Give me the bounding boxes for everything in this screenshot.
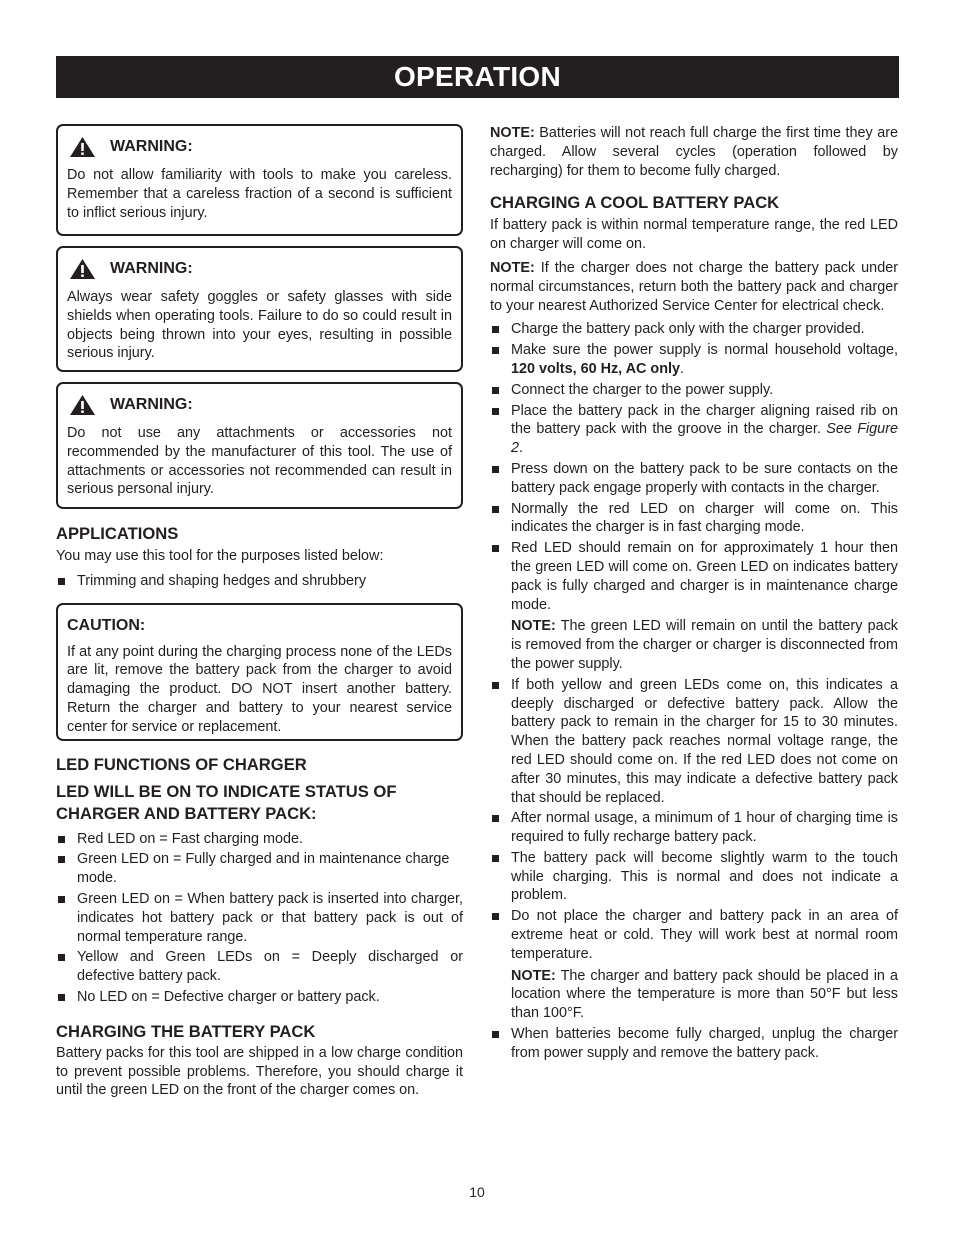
note-label: NOTE:: [490, 259, 535, 276]
page-number: 10: [469, 1184, 485, 1200]
bullet-square-icon: [492, 913, 499, 920]
cool-battery-note: NOTE: If the charger does not charge the battery pack under normal circumstances, return both the battery pack and charger to your nearest Authorized Service Center for electrical check.: [490, 259, 898, 314]
right-column: [490, 124, 898, 1063]
bullet-square-icon: [58, 578, 65, 585]
bullet-square-icon: [492, 545, 499, 552]
applications-heading: APPLICATIONS: [56, 524, 179, 543]
led-functions-list: [56, 830, 463, 1007]
note-label: NOTE:: [511, 967, 556, 984]
caution-text: If at any point during the charging process none of the LEDs are lit, remove the battery pack from the charger to avoid damaging the product. DO NOT insert another battery. Return the charger and battery to your nearest service center for service or replacement.: [67, 643, 452, 735]
bullet-square-icon: [58, 856, 65, 863]
warning-header: [67, 256, 452, 282]
led-note: NOTE: The green LED will remain on until the battery pack is removed from the charger or charger is disconnected from the power supply.: [511, 618, 898, 672]
bullet-square-icon: [492, 466, 499, 473]
bullet-square-icon: [58, 994, 65, 1001]
bullet-square-icon: [58, 836, 65, 843]
list-item: Charge the battery pack only with the charger provided.: [490, 320, 898, 339]
list-item: Red LED should remain on for approximately 1 hour then the green LED will come on. Green LED on indicates battery pack is fully charged and charger is in maintenance charge mode. NOTE: The green LED will remain on until the battery pack is removed from the charger or charger is disconnected from the power supply.: [490, 539, 898, 674]
bullet-square-icon: [58, 896, 65, 903]
warning-box-2: [56, 246, 463, 372]
led-functions-heading: LED FUNCTIONS OF CHARGER: [56, 754, 307, 774]
list-item: Press down on the battery pack to be sure contacts on the battery pack engage properly with contacts in the charger.: [490, 460, 898, 498]
caution-box: [56, 603, 463, 741]
list-item: Yellow and Green LEDs on = Deeply discharged or defective battery pack.: [56, 948, 463, 986]
applications-intro: You may use this tool for the purposes listed below:: [56, 548, 384, 564]
bullet-square-icon: [492, 855, 499, 862]
bullet-square-icon: [492, 815, 499, 822]
warning-box-3: [56, 382, 463, 509]
bullet-square-icon: [492, 1031, 499, 1038]
list-item: The battery pack will become slightly warm to the touch while charging. This is normal and does not indicate a problem.: [490, 849, 898, 905]
warning-header: [67, 392, 452, 418]
warning-text: Do not use any attachments or accessories not recommended by the manufacturer of this tool. The use of attachments or accessories not recommended can result in serious personal injury.: [67, 425, 452, 498]
list-item: No LED on = Defective charger or battery pack.: [56, 988, 463, 1007]
bullet-square-icon: [492, 682, 499, 689]
note-full-charge: NOTE: Batteries will not reach full charge the first time they are charged. Allow several cycles (operation followed by recharging) for them to become fully charged.: [490, 125, 898, 179]
warning-triangle-icon: [69, 136, 96, 158]
warning-label: WARNING:: [110, 260, 193, 277]
bullet-square-icon: [492, 347, 499, 354]
warning-label: WARNING:: [110, 396, 193, 413]
bullet-square-icon: [492, 326, 499, 333]
list-item: Connect the charger to the power supply.: [490, 381, 898, 400]
warning-header: [67, 134, 452, 160]
warning-label: WARNING:: [110, 138, 193, 155]
warning-triangle-icon: [69, 394, 96, 416]
list-item: After normal usage, a minimum of 1 hour of charging time is required to fully recharge battery pack.: [490, 809, 898, 847]
charging-steps-list: [490, 320, 898, 1062]
charging-heading: CHARGING THE BATTERY PACK: [56, 1021, 316, 1041]
bullet-square-icon: [58, 954, 65, 961]
list-item: Trimming and shaping hedges and shrubbery: [56, 572, 463, 591]
left-column: [56, 124, 463, 1100]
temperature-note: NOTE: The charger and battery pack should be placed in a location where the temperature is more than 50°F but less than 100°F.: [511, 967, 898, 1022]
warning-text: Always wear safety goggles or safety glasses with side shields when operating tools. Failure to do so could result in objects being thrown into your eyes, resulting in possible serious injury.: [67, 289, 452, 362]
list-item: When batteries become fully charged, unplug the charger from power supply and remove the battery pack.: [490, 1025, 898, 1063]
applications-list: [56, 572, 463, 591]
warning-triangle-icon: [69, 258, 96, 280]
list-item: Green LED on = Fully charged and in maintenance charge mode.: [56, 850, 463, 888]
warning-box-1: [56, 124, 463, 236]
bullet-square-icon: [492, 506, 499, 513]
note-label: NOTE:: [511, 618, 556, 635]
note-label: NOTE:: [490, 125, 535, 141]
bullet-square-icon: [492, 408, 499, 415]
caution-header: [67, 613, 452, 639]
page-title: OPERATION: [393, 61, 562, 92]
warning-text: Do not allow familiarity with tools to make you careless. Remember that a careless fraction of a second is sufficient to inflict serious injury.: [67, 167, 452, 221]
list-item: If both yellow and green LEDs come on, this indicates a deeply discharged or defective battery pack. Allow the battery pack to remain in the charger for 15 to 30 minutes. When the battery pack reaches normal voltage range, the red LED should come on. If the red LED does not come on after 30 minutes, this may indicate a defective battery pack that should be replaced.: [490, 676, 898, 808]
cool-battery-text: If battery pack is within normal temperature range, the red LED on charger will come on.: [490, 217, 898, 253]
list-item: Do not place the charger and battery pack in an area of extreme heat or cold. They will work best at normal room temperature. NOTE: The charger and battery pack should be placed in a location where the temperature is more than 50°F but less than 100°F.: [490, 907, 898, 1023]
page-title-banner: [56, 56, 899, 98]
list-item: Normally the red LED on charger will come on. This indicates the charger is in fast charging mode.: [490, 500, 898, 538]
led-status-heading: LED WILL BE ON TO INDICATE STATUS OF CHARGER AND BATTERY PACK:: [56, 781, 397, 823]
list-item: Place the battery pack in the charger aligning raised rib on the battery pack with the groove in the charger. See Figure 2.: [490, 402, 898, 458]
cool-battery-heading: CHARGING A COOL BATTERY PACK: [490, 193, 780, 213]
list-item: Red LED on = Fast charging mode.: [56, 830, 463, 849]
caution-label: CAUTION:: [67, 616, 146, 634]
list-item: Green LED on = When battery pack is inserted into charger, indicates hot battery pack or that battery pack is out of normal temperature range.: [56, 890, 463, 946]
list-item: Make sure the power supply is normal household voltage, 120 volts, 60 Hz, AC only.: [490, 341, 898, 379]
charging-text: Battery packs for this tool are shipped in a low charge condition to prevent possible problems. Therefore, you should charge it until the green LED on the front of the charger comes on.: [56, 1044, 463, 1099]
bullet-square-icon: [492, 387, 499, 394]
